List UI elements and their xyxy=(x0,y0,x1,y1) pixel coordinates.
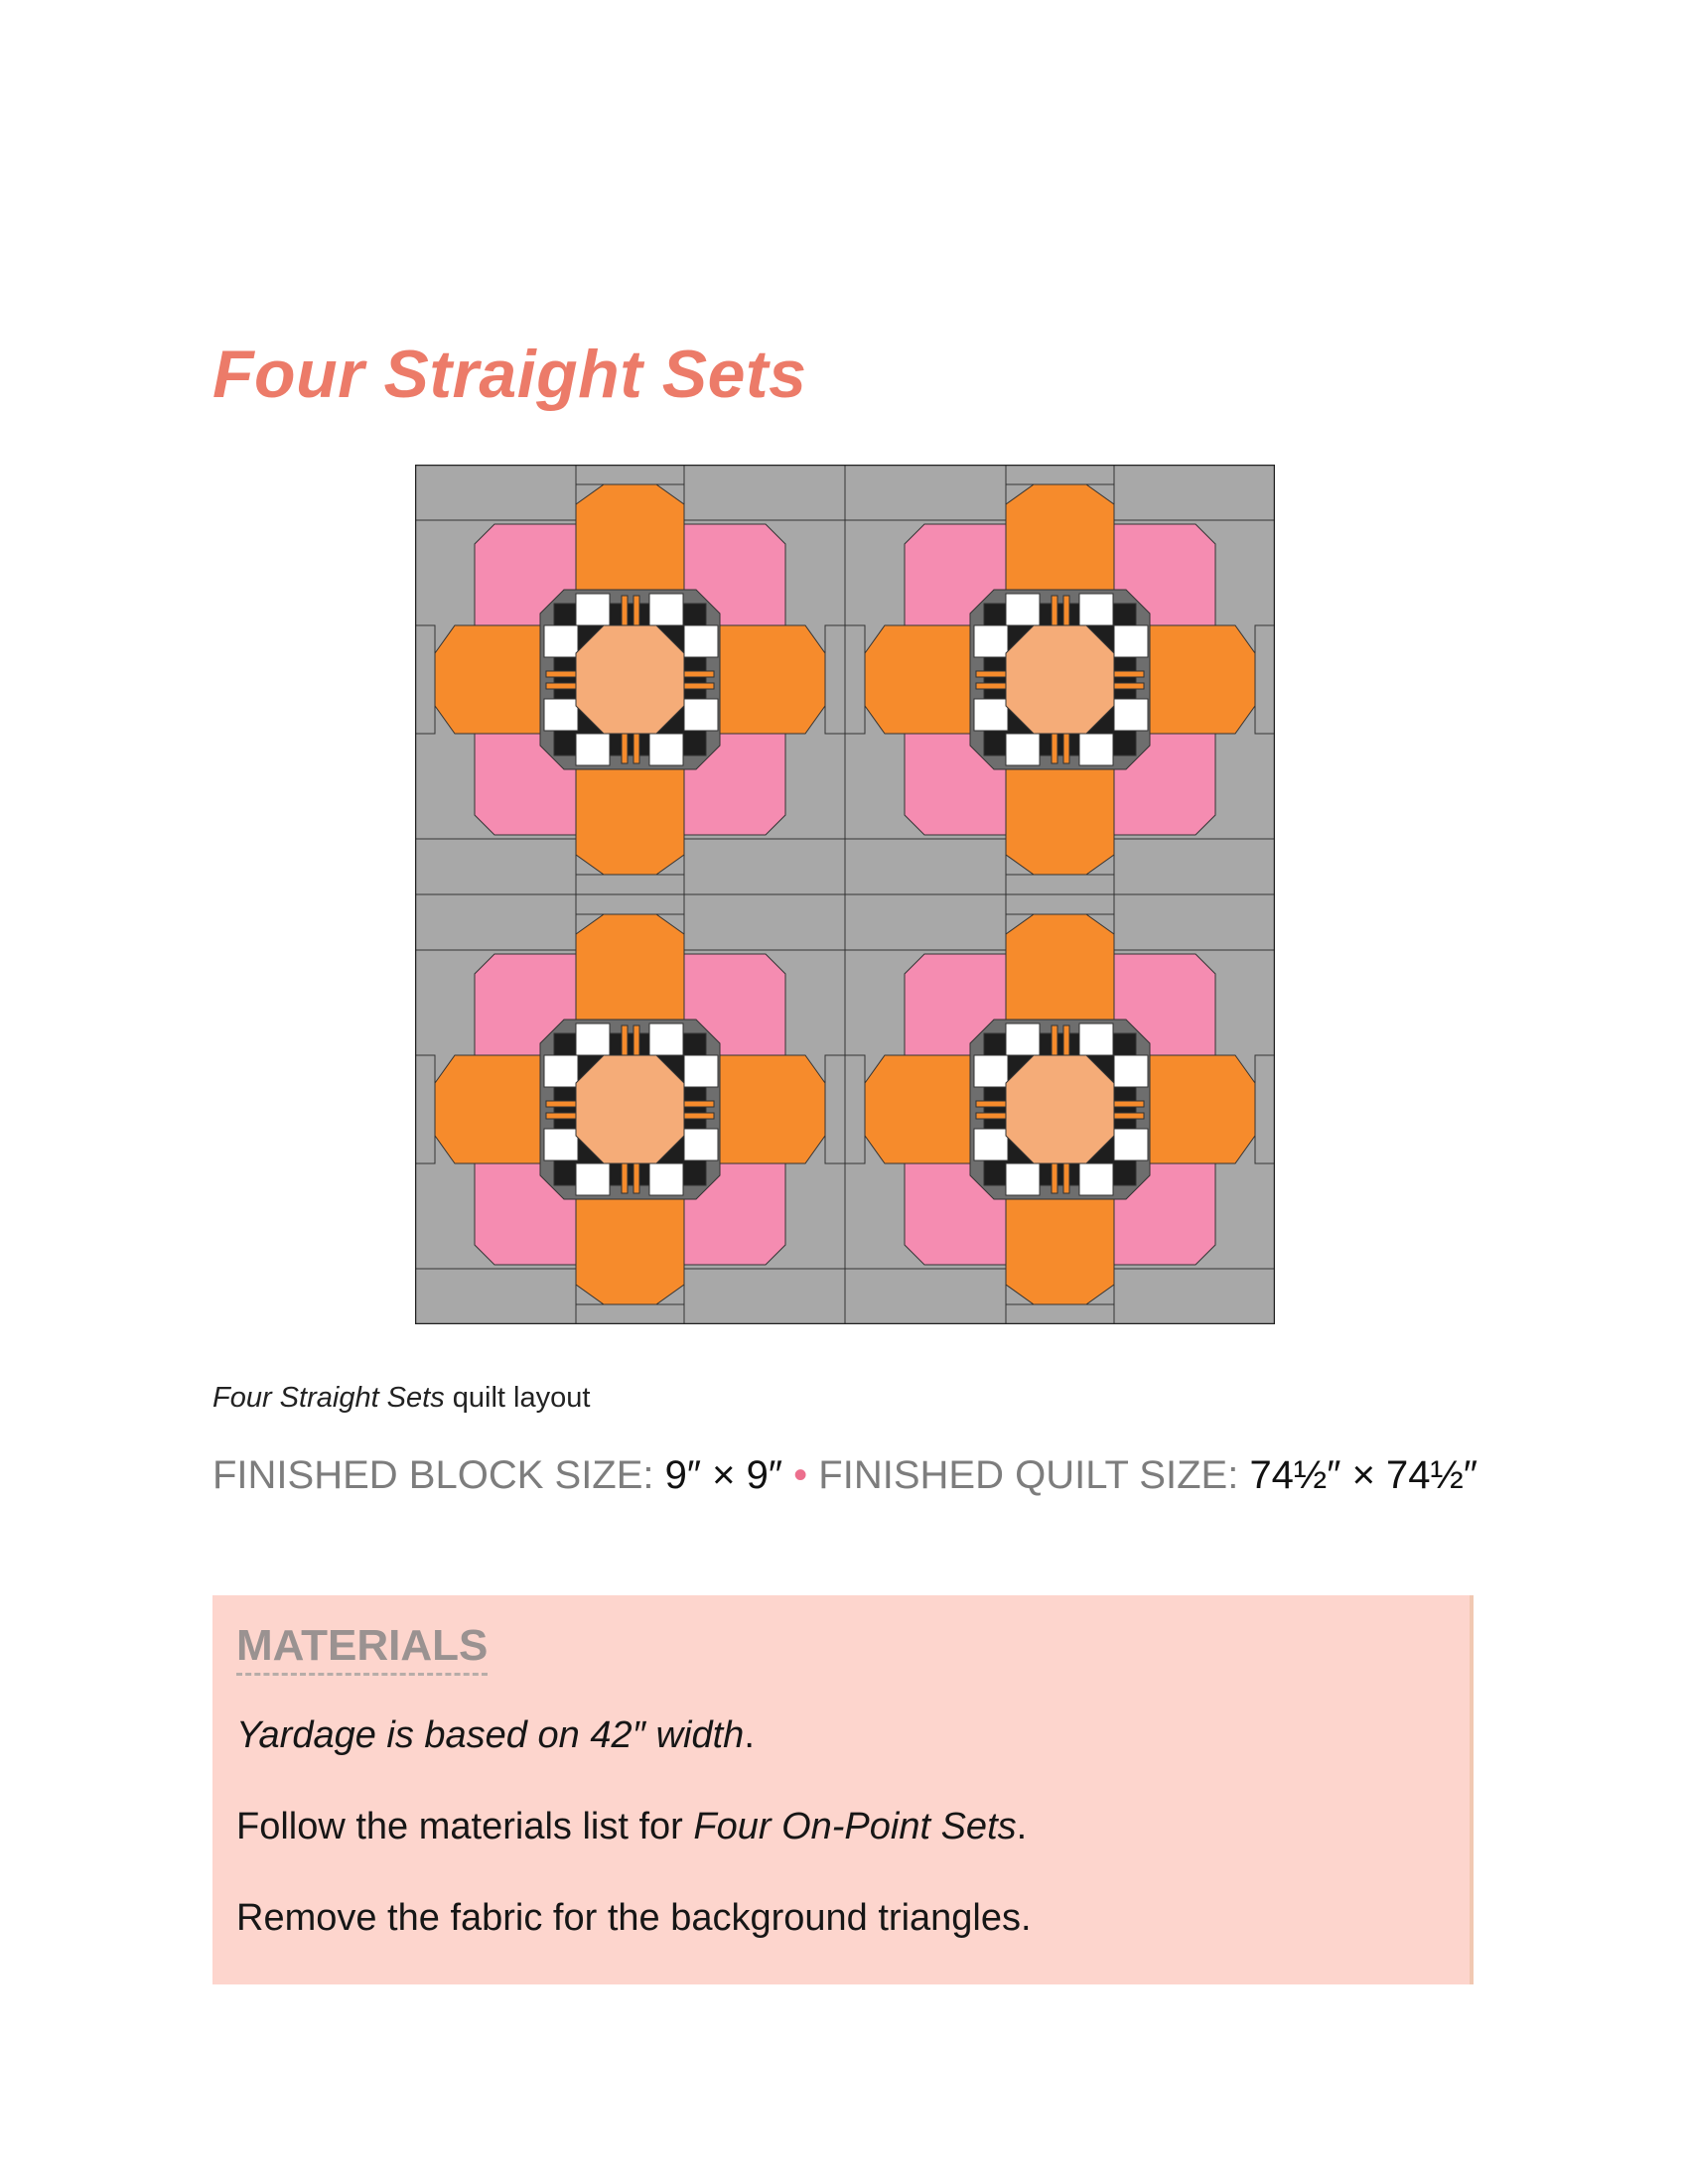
sashing-piece xyxy=(845,465,1006,520)
sashing-piece xyxy=(684,839,845,894)
orange-bar xyxy=(633,1163,639,1193)
orange-bar xyxy=(546,683,576,689)
follow-suffix: . xyxy=(1016,1806,1028,1847)
page-title: Four Straight Sets xyxy=(212,337,807,412)
peach-center xyxy=(1006,1055,1114,1163)
quilt-size-label: FINISHED QUILT SIZE: xyxy=(818,1453,1250,1497)
white-square xyxy=(974,625,1008,657)
follow-reference: Four On-Point Sets xyxy=(693,1806,1017,1847)
orange-bar xyxy=(976,1113,1006,1119)
sashing-piece xyxy=(576,894,684,914)
white-square xyxy=(1079,594,1113,625)
sashing-piece xyxy=(845,839,1006,894)
white-square xyxy=(649,734,683,765)
white-square xyxy=(1006,734,1040,765)
orange-bar xyxy=(1063,734,1069,763)
white-square xyxy=(1114,699,1148,731)
sashing-piece xyxy=(415,839,576,894)
white-square xyxy=(576,1024,610,1055)
sashing-piece xyxy=(415,625,435,734)
caption-text: quilt layout xyxy=(444,1382,591,1414)
white-square xyxy=(1079,1024,1113,1055)
orange-bar xyxy=(1114,683,1144,689)
orange-bar xyxy=(1114,1113,1144,1119)
white-square xyxy=(544,1055,578,1087)
orange-bar xyxy=(546,671,576,677)
white-square xyxy=(1114,1055,1148,1087)
white-square xyxy=(974,1129,1008,1160)
peach-center xyxy=(576,625,684,734)
orange-bar xyxy=(684,671,714,677)
orange-bar xyxy=(684,683,714,689)
sashing-piece xyxy=(1114,894,1275,950)
sashing-piece xyxy=(415,465,576,520)
white-square xyxy=(649,1024,683,1055)
orange-bar xyxy=(684,1113,714,1119)
white-square xyxy=(974,1055,1008,1087)
white-square xyxy=(1114,1129,1148,1160)
white-square xyxy=(1006,1163,1040,1195)
orange-bar xyxy=(633,596,639,625)
orange-bar xyxy=(633,734,639,763)
orange-bar xyxy=(1052,1163,1057,1193)
sashing-piece xyxy=(825,625,845,734)
sashing-piece xyxy=(845,1269,1006,1324)
sashing-piece xyxy=(576,465,684,484)
follow-prefix: Follow the materials list for xyxy=(236,1806,694,1847)
sashing-piece xyxy=(684,894,845,950)
yardage-note xyxy=(236,1714,755,1757)
orange-bar xyxy=(546,1101,576,1107)
sashing-piece xyxy=(415,894,576,950)
sashing-piece xyxy=(1006,875,1114,894)
orange-bar xyxy=(1052,1025,1057,1055)
remove-fabric-note: Remove the fabric for the background triangles. xyxy=(236,1897,1032,1939)
yardage-note-period: . xyxy=(744,1714,755,1756)
orange-bar xyxy=(1063,1025,1069,1055)
quilt-block xyxy=(415,465,845,894)
quilt-block xyxy=(415,894,845,1324)
orange-bar xyxy=(633,1025,639,1055)
orange-bar xyxy=(1063,596,1069,625)
white-square xyxy=(576,594,610,625)
follow-materials-note xyxy=(236,1806,1027,1848)
sashing-piece xyxy=(684,1269,845,1324)
sashing-piece xyxy=(576,1304,684,1324)
separator-dot: • xyxy=(782,1453,819,1497)
sashing-piece xyxy=(415,1269,576,1324)
orange-bar xyxy=(622,1163,628,1193)
white-square xyxy=(649,1163,683,1195)
white-square xyxy=(544,699,578,731)
sashing-piece xyxy=(1114,1269,1275,1324)
orange-bar xyxy=(1052,596,1057,625)
orange-bar xyxy=(976,683,1006,689)
orange-bar xyxy=(976,1101,1006,1107)
orange-bar xyxy=(622,734,628,763)
white-square xyxy=(974,699,1008,731)
sashing-piece xyxy=(1114,839,1275,894)
orange-bar xyxy=(1114,671,1144,677)
orange-bar xyxy=(546,1113,576,1119)
quilt-block xyxy=(845,894,1275,1324)
orange-bar xyxy=(1114,1101,1144,1107)
materials-heading: MATERIALS xyxy=(236,1621,488,1676)
white-square xyxy=(576,734,610,765)
orange-bar xyxy=(1052,734,1057,763)
orange-bar xyxy=(684,1101,714,1107)
peach-center xyxy=(576,1055,684,1163)
sashing-piece xyxy=(825,1055,845,1163)
block-size-value: 9″ × 9″ xyxy=(664,1453,783,1497)
white-square xyxy=(684,699,718,731)
sashing-piece xyxy=(845,625,865,734)
size-specs xyxy=(212,1451,1493,1499)
white-square xyxy=(649,594,683,625)
sashing-piece xyxy=(845,894,1006,950)
white-square xyxy=(1079,734,1113,765)
white-square xyxy=(1006,1024,1040,1055)
white-square xyxy=(1006,594,1040,625)
orange-bar xyxy=(1063,1163,1069,1193)
sashing-piece xyxy=(576,875,684,894)
orange-bar xyxy=(622,1025,628,1055)
white-square xyxy=(544,1129,578,1160)
orange-bar xyxy=(976,671,1006,677)
sashing-piece xyxy=(684,465,845,520)
block-size-label: FINISHED BLOCK SIZE: xyxy=(212,1453,665,1497)
white-square xyxy=(1114,625,1148,657)
quilt-block xyxy=(845,465,1275,894)
sashing-piece xyxy=(1255,625,1275,734)
orange-bar xyxy=(622,596,628,625)
yardage-note-text: Yardage is based on 42″ width xyxy=(236,1714,745,1756)
sashing-piece xyxy=(1114,465,1275,520)
white-square xyxy=(684,1129,718,1160)
sashing-piece xyxy=(1006,465,1114,484)
sashing-piece xyxy=(845,1055,865,1163)
white-square xyxy=(544,625,578,657)
white-square xyxy=(684,1055,718,1087)
figure-caption xyxy=(212,1382,590,1415)
materials-box xyxy=(212,1595,1474,1984)
quilt-size-value: 74½″ × 74½″ xyxy=(1249,1453,1478,1497)
caption-title: Four Straight Sets xyxy=(212,1382,445,1414)
white-square xyxy=(576,1163,610,1195)
sashing-piece xyxy=(415,1055,435,1163)
white-square xyxy=(1079,1163,1113,1195)
sashing-piece xyxy=(1006,1304,1114,1324)
sashing-piece xyxy=(1006,894,1114,914)
white-square xyxy=(684,625,718,657)
sashing-piece xyxy=(1255,1055,1275,1163)
quilt-layout-illustration xyxy=(415,465,1275,1324)
peach-center xyxy=(1006,625,1114,734)
